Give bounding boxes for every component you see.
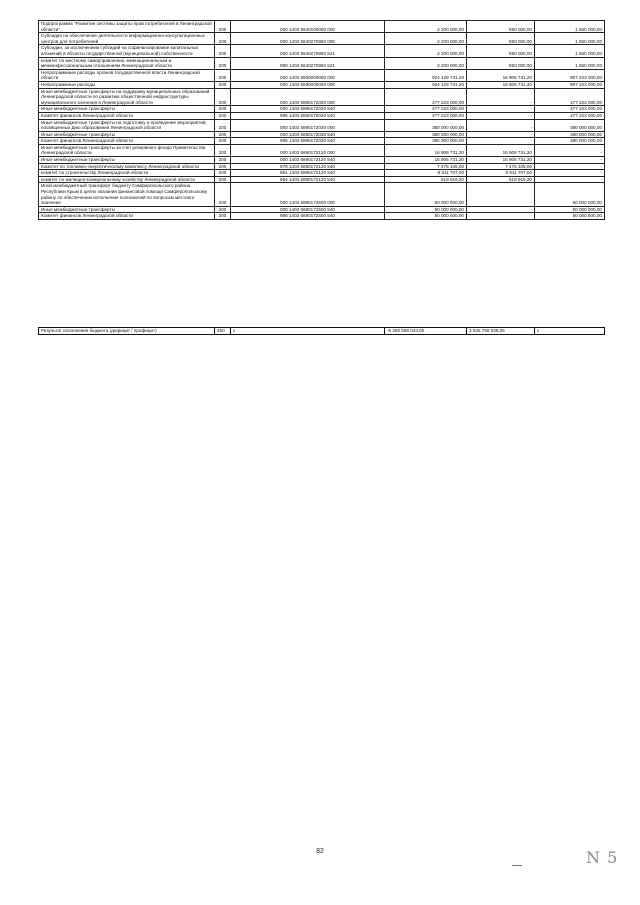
amount-cell: 50 000 000,00	[385, 213, 467, 220]
name-cell: Иные межбюджетные трансферты	[39, 106, 215, 113]
name-cell: Комитет финансов Ленинградской области	[39, 112, 215, 119]
amount-cell: 477 223 000,00	[385, 112, 467, 119]
remainder-cell: 380 000 000,00	[535, 138, 605, 145]
code-cell: 200	[215, 176, 231, 183]
executed-cell: 16 906 731,20	[467, 144, 535, 156]
classification-cell: 985 1403 6890172500 540	[231, 213, 385, 220]
amount-cell: 519 919,20	[385, 176, 467, 183]
result-executed-cell: 3 635 768 638,05	[467, 328, 535, 335]
amount-cell: 380 000 000,00	[385, 119, 467, 131]
remainder-cell: -	[535, 157, 605, 164]
executed-cell: -	[467, 88, 535, 106]
name-cell: Иные межбюджетные трансферты	[39, 131, 215, 138]
table-row	[39, 112, 605, 119]
table-row	[39, 131, 605, 138]
table-row	[39, 144, 605, 156]
remainder-cell: 380 000 000,00	[535, 119, 605, 131]
code-cell: 200	[215, 33, 231, 45]
table-row	[39, 213, 605, 220]
classification-cell: 985 1403 6890172030 540	[231, 138, 385, 145]
remainder-cell: 477 223 000,00	[535, 88, 605, 106]
remainder-cell: 1 650 000,00	[535, 57, 605, 69]
classification-cell: 978 1403 6890172120 540	[231, 163, 385, 170]
name-cell: Иной межбюджетный трансферт бюджету Симферопольского района Республики Крым в целях оказания финансовой помощи Симферопольскому району по обеспечению исполнения полномочий по вопросам местного значения	[39, 183, 215, 206]
remainder-cell: 50 000 000,00	[535, 183, 605, 206]
remainder-cell: 1 650 000,00	[535, 21, 605, 33]
page-number: 82	[316, 848, 324, 855]
table-row	[39, 81, 605, 88]
code-cell: 200	[215, 138, 231, 145]
code-cell: 200	[215, 131, 231, 138]
executed-cell: -	[467, 119, 535, 131]
classification-cell: 980 1403 6640270860 521	[231, 57, 385, 69]
code-cell: 200	[215, 213, 231, 220]
name-cell: Иные межбюджетные трансферты за счет резервного фонда Правительства Ленинградской области	[39, 144, 215, 156]
result-classification-cell: x	[231, 328, 385, 335]
result-amount-cell: -6 250 568 044,00	[385, 328, 467, 335]
code-cell: 200	[215, 170, 231, 177]
remainder-cell: 1 650 000,00	[535, 45, 605, 57]
code-cell: 200	[215, 144, 231, 156]
name-cell: Иные межбюджетные трансферты на поддержку муниципальных образований Ленинградской области по развитию общественной инфраструктуры муниципального значения в Ленинградской области	[39, 88, 215, 106]
classification-cell: 000 1403 6640270860 521	[231, 45, 385, 57]
table-row	[39, 157, 605, 164]
remainder-cell: 50 000 000,00	[535, 213, 605, 220]
executed-cell: 8 911 707,00	[467, 170, 535, 177]
amount-cell: 7 475 105,00	[385, 163, 467, 170]
table-row	[39, 88, 605, 106]
classification-cell: 981 1403 6890172120 540	[231, 170, 385, 177]
name-cell: комитет по местному самоуправлению, межнациональным и межконфессиональным отношениям Ленинградской области	[39, 57, 215, 69]
executed-cell: 7 475 105,00	[467, 163, 535, 170]
classification-cell: 000 1403 6890172030 000	[231, 119, 385, 131]
code-cell: 200	[215, 163, 231, 170]
executed-cell: 550 000,00	[467, 33, 535, 45]
amount-cell: 380 000 000,00	[385, 138, 467, 145]
remainder-cell: -	[535, 176, 605, 183]
name-cell: Комитет финансов Ленинградской области	[39, 138, 215, 145]
name-cell: комитет по строительству Ленинградской области	[39, 170, 215, 177]
classification-cell: 000 1403 6800000000 000	[231, 69, 385, 81]
classification-cell: 000 1403 6890172030 540	[231, 131, 385, 138]
code-cell: 200	[215, 112, 231, 119]
table-row	[39, 57, 605, 69]
remainder-cell: 477 223 000,00	[535, 106, 605, 113]
executed-cell: -	[467, 106, 535, 113]
code-cell: 200	[215, 21, 231, 33]
executed-cell: -	[467, 112, 535, 119]
amount-cell: 50 000 000,00	[385, 206, 467, 213]
result-table	[38, 327, 605, 335]
name-cell: Непрограммные расходы	[39, 81, 215, 88]
classification-cell: 000 1403 6890172500 540	[231, 206, 385, 213]
name-cell: Непрограммные расходы органов государственной власти Ленинградской области	[39, 69, 215, 81]
executed-cell: -	[467, 183, 535, 206]
budget-table-body	[39, 21, 605, 220]
name-cell: Подпрограмма "Развитие системы защиты прав потребителей в Ленинградской области"	[39, 21, 215, 33]
classification-cell: 985 1403 6890172020 540	[231, 112, 385, 119]
result-remainder-cell: x	[535, 328, 605, 335]
name-cell: Субсидии, за исключением субсидий на софинансирование капитальных вложений в объекты государственной (муниципальной) собственности	[39, 45, 215, 57]
executed-cell: 16 906 731,20	[467, 157, 535, 164]
code-cell: 200	[215, 81, 231, 88]
classification-cell: 000 1403 6890172500 000	[231, 183, 385, 206]
table-row	[39, 106, 605, 113]
amount-cell: 2 200 000,00	[385, 45, 467, 57]
code-cell: 200	[215, 183, 231, 206]
classification-cell: 000 1403 6640270860 000	[231, 33, 385, 45]
classification-cell: 000 1403 6640100000 000	[231, 21, 385, 33]
amount-cell: 2 200 000,00	[385, 21, 467, 33]
executed-cell: 550 000,00	[467, 57, 535, 69]
table-row	[39, 206, 605, 213]
executed-cell: 519 919,20	[467, 176, 535, 183]
classification-cell: 000 1403 6890172020 000	[231, 88, 385, 106]
remainder-cell: 50 000 000,00	[535, 206, 605, 213]
table-row	[39, 45, 605, 57]
amount-cell: 477 223 000,00	[385, 88, 467, 106]
classification-cell: 000 1403 6890000000 000	[231, 81, 385, 88]
remainder-cell: 907 223 000,00	[535, 69, 605, 81]
table-row	[39, 21, 605, 33]
remainder-cell: 1 650 000,00	[535, 33, 605, 45]
amount-cell: 924 129 731,20	[385, 81, 467, 88]
amount-cell: 477 223 000,00	[385, 106, 467, 113]
amount-cell: 2 200 000,00	[385, 33, 467, 45]
remainder-cell: -	[535, 170, 605, 177]
name-cell: Субсидия на обеспечение деятельности информационно-консультационных центров для потребителей	[39, 33, 215, 45]
code-cell: 200	[215, 106, 231, 113]
table-row	[39, 170, 605, 177]
result-code-cell: 450	[215, 328, 231, 335]
code-cell: 200	[215, 57, 231, 69]
remainder-cell: 477 223 000,00	[535, 112, 605, 119]
code-cell: 200	[215, 69, 231, 81]
name-cell: Комитет финансов Ленинградской области	[39, 213, 215, 220]
table-row	[39, 138, 605, 145]
budget-table	[38, 20, 605, 220]
amount-cell: 16 906 731,20	[385, 144, 467, 156]
executed-cell: -	[467, 213, 535, 220]
code-cell: 200	[215, 119, 231, 131]
corner-mark: N 5	[586, 848, 619, 867]
amount-cell: 16 906 731,20	[385, 157, 467, 164]
classification-cell: 000 1403 6890172120 000	[231, 144, 385, 156]
table-row	[39, 176, 605, 183]
code-cell: 200	[215, 157, 231, 164]
executed-cell: 16 906 731,20	[467, 69, 535, 81]
amount-cell: 50 000 000,00	[385, 183, 467, 206]
result-name-cell: Результат исполнения бюджета (дефицит / профицит)	[39, 328, 215, 335]
amount-cell: 924 129 731,20	[385, 69, 467, 81]
name-cell: Иные межбюджетные трансферты	[39, 157, 215, 164]
remainder-cell: -	[535, 163, 605, 170]
executed-cell: 550 000,00	[467, 45, 535, 57]
code-cell: 200	[215, 88, 231, 106]
executed-cell: 550 000,00	[467, 21, 535, 33]
code-cell: 200	[215, 45, 231, 57]
amount-cell: 380 000 000,00	[385, 131, 467, 138]
remainder-cell: 380 000 000,00	[535, 131, 605, 138]
classification-cell: 000 1403 6890172120 540	[231, 157, 385, 164]
executed-cell: -	[467, 206, 535, 213]
executed-cell: -	[467, 138, 535, 145]
table-row	[39, 183, 605, 206]
code-cell: 200	[215, 206, 231, 213]
table-row	[39, 33, 605, 45]
table-row	[39, 69, 605, 81]
table-row	[39, 163, 605, 170]
name-cell: Иные межбюджетные трансферты	[39, 206, 215, 213]
scan-dash	[512, 865, 522, 866]
remainder-cell: -	[535, 144, 605, 156]
remainder-cell: 907 223 000,00	[535, 81, 605, 88]
name-cell: Иные межбюджетные трансферты на подготовку и проведение мероприятий, посвященных Дню образования Ленинградской области	[39, 119, 215, 131]
name-cell: комитет по жилищно-коммунальному хозяйству Ленинградской области	[39, 176, 215, 183]
name-cell: Комитет по топливно-энергетическому комплексу Ленинградской области	[39, 163, 215, 170]
classification-cell: 984 1403 6890172120 540	[231, 176, 385, 183]
table-row	[39, 119, 605, 131]
amount-cell: 8 911 707,00	[385, 170, 467, 177]
executed-cell: 16 906 731,20	[467, 81, 535, 88]
amount-cell: 2 200 000,00	[385, 57, 467, 69]
executed-cell: -	[467, 131, 535, 138]
classification-cell: 000 1403 6890172020 540	[231, 106, 385, 113]
result-row	[39, 328, 605, 335]
